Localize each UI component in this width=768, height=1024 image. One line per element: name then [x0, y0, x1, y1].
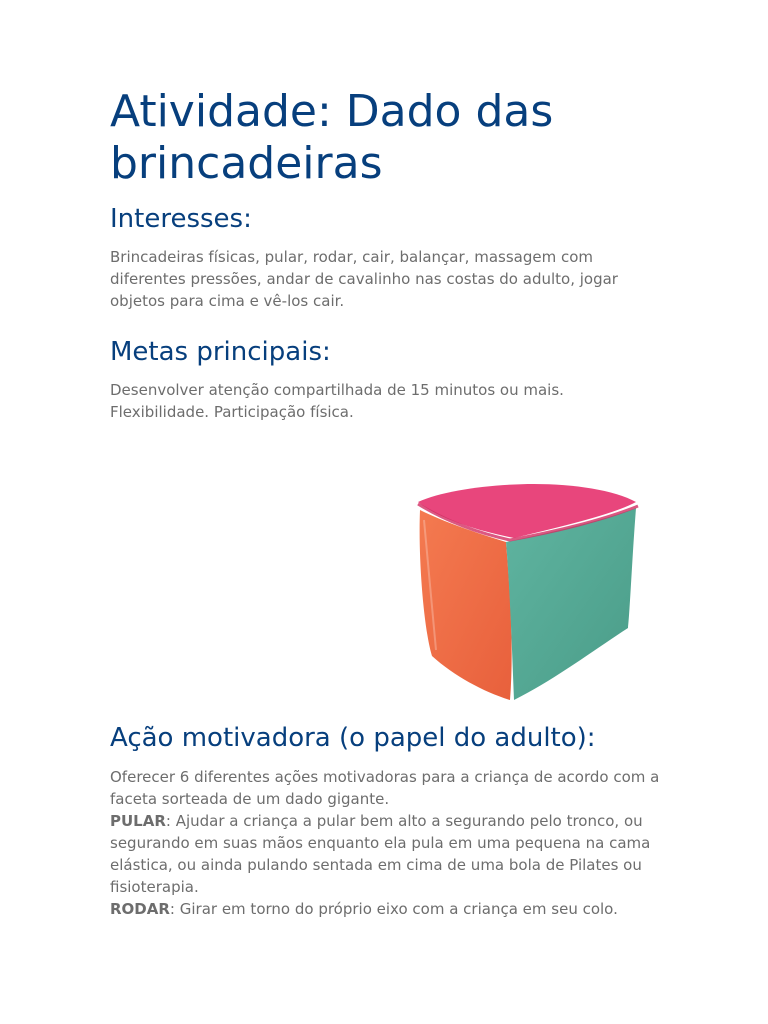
text-metas-line-1: Desenvolver atenção compartilhada de 15 minutos ou mais.	[110, 381, 564, 399]
text-metas-line-2: Flexibilidade. Participação física.	[110, 403, 354, 421]
heading-interesses: Interesses:	[110, 204, 252, 234]
text-acao-intro: Oferecer 6 diferentes ações motivadoras para a criança de acordo com a faceta sorteada de um dado gigante.	[110, 768, 660, 808]
page-title: Atividade: Dado das brincadeiras	[110, 86, 554, 189]
text-metas	[110, 379, 660, 423]
label-rodar: RODAR	[110, 900, 170, 918]
heading-acao-motivadora: Ação motivadora (o papel do adulto):	[110, 723, 596, 753]
heading-metas-principais: Metas principais:	[110, 337, 331, 367]
text-pular: : Ajudar a criança a pular bem alto a segurando pelo tronco, ou segurando em suas mãos enquanto ela pula em uma pequena na cama elástica, ou ainda pulando sentada em cima de uma bola de Pilates ou fisioterapia.	[110, 812, 651, 896]
text-acao	[110, 766, 660, 920]
text-rodar: : Girar em torno do próprio eixo com a criança em seu colo.	[169, 900, 618, 918]
foam-dice-image	[414, 480, 640, 702]
text-interesses: Brincadeiras físicas, pular, rodar, cair, balançar, massagem com diferentes pressões, andar de cavalinho nas costas do adulto, jogar objetos para cima e vê-los cair.	[110, 248, 618, 310]
label-pular: PULAR	[110, 812, 166, 830]
